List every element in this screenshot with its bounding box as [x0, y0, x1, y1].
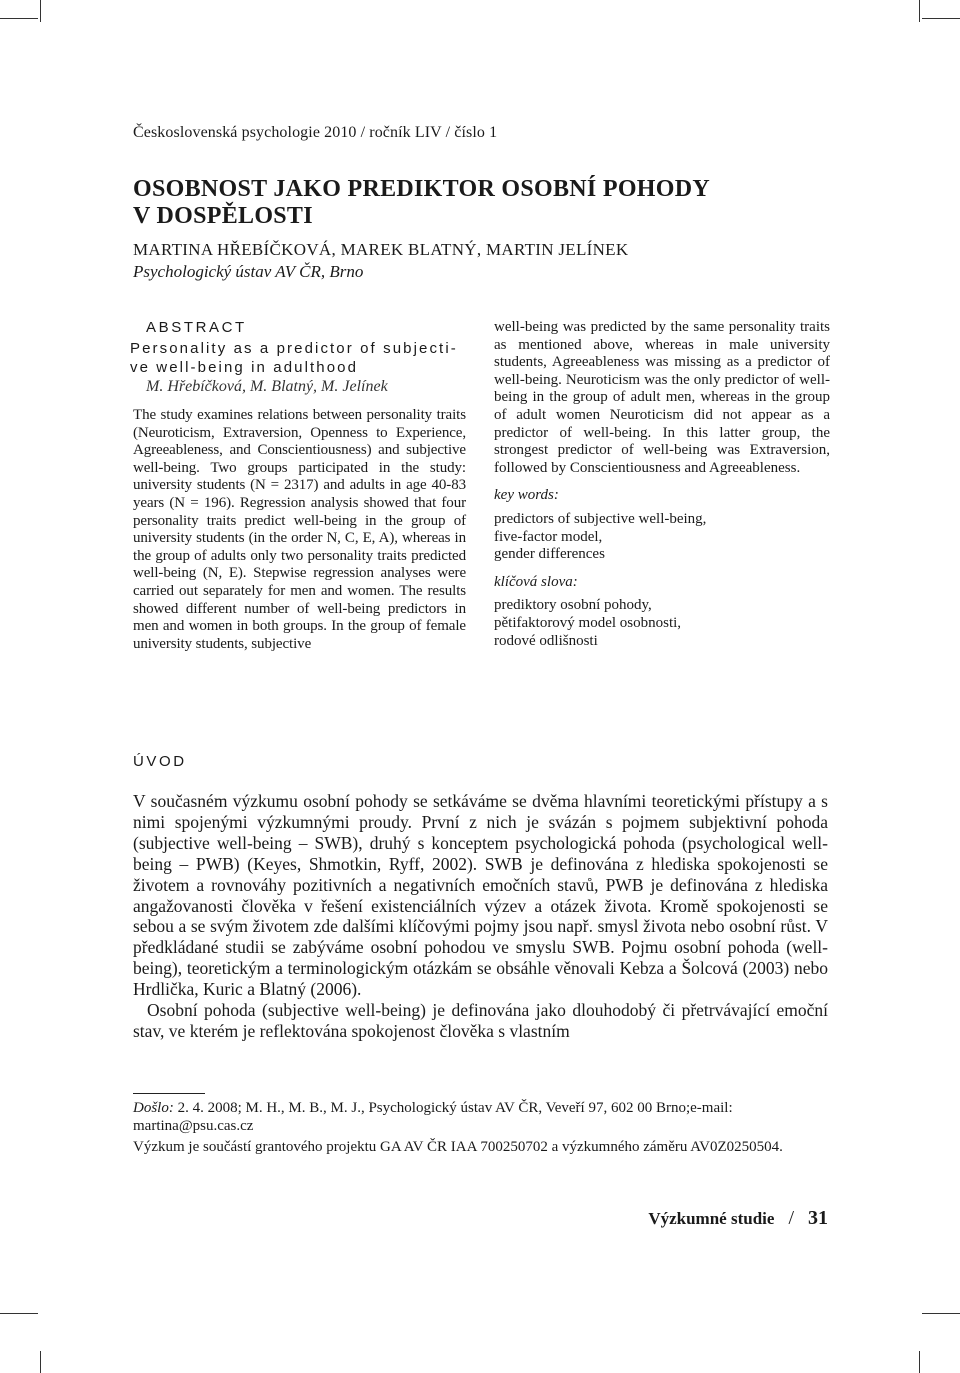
keyword: five-factor model, [494, 528, 603, 545]
keywords-cz-label: klíčová slova: [494, 573, 578, 590]
title-line: OSOBNOST JAKO PREDIKTOR OSOBNÍ POHODY [133, 176, 710, 202]
intro-body [133, 791, 828, 1042]
received-label: Došlo: [133, 1100, 174, 1116]
crop-mark [40, 0, 41, 22]
keyword: predictors of subjective well-being, [494, 510, 707, 527]
crop-mark [0, 1313, 38, 1314]
abstract-title-line: Personality as a predictor of subjecti- [130, 340, 458, 357]
page-number: 31 [808, 1207, 828, 1229]
abstract-heading: ABSTRACT [146, 319, 247, 336]
body-paragraph: V současném výzkumu osobní pohody se setkáváme se dvěma hlavními teoretickými přístupy a s nimi spojenými výzkumnými proudy. První z nich je svázán s pojmem subjektivní pohoda (subjective well-being – SWB), druhý s konceptem psychologická pohoda (psychological well-being – PWB) (Keyes, Shmotkin, Ryff, 2002). SWB je definována z hlediska spokojenosti se životem a rovnováhy pozitivních a negativních emočních stavů, PWB je definována z hlediska angažovanosti člověka v řešení existenciálních výzev a otázek života. Kromě spokojenosti se sebou a se svým životem zde dalšími klíčovými pojmy jsou např. smysl života nebo osobní růst. V předkládané studii se zabýváme osobní pohodou ve smyslu SWB. Pojmu osobní pohoda (well-being), teoretickým a terminologickým otázkám se obsáhle věnovali Kebza a Šolcová (2003) nebo Hrdlička, Kuric a Blatný (2006). [133, 791, 828, 1000]
footnotes [133, 1100, 828, 1161]
section-heading-intro: ÚVOD [133, 753, 187, 770]
abstract-authors: M. Hřebíčková, M. Blatný, M. Jelínek [146, 378, 388, 395]
abstract-text-left [133, 407, 466, 653]
abstract-title-line: ve well-being in adulthood [130, 359, 359, 376]
keyword-cz: rodové odlišnosti [494, 632, 598, 649]
keyword-cz: pětifaktorový model osobnosti, [494, 614, 682, 631]
footnote-rule [133, 1093, 205, 1094]
body-paragraph: Osobní pohoda (subjective well-being) je definována jako dlouhodobý či přetrvávající emoční stav, ve kterém je reflektována spokojenost člověka s vlastním [133, 1000, 828, 1041]
footnote-received [133, 1100, 828, 1135]
page-footer [648, 1207, 828, 1230]
crop-mark [919, 0, 920, 22]
abstract-paragraph: well-being was predicted by the same personality traits as mentioned above, whereas in male university students, Agreeableness was missing as a predictor of well-being. Neuroticism was the only predictor of well-being in the group of adult men, whereas in the group of adult women Neuroticism did not appear as a predictor of well-being. In this latter group, the strongest predictor of well-being was Extraversion, followed by Conscientiousness and Agreeableness. [494, 319, 830, 476]
crop-mark [922, 1313, 960, 1314]
abstract-title [130, 339, 470, 377]
journal-header: Československá psychologie 2010 / ročník LIV / číslo 1 [133, 124, 498, 141]
crop-mark [0, 18, 38, 19]
abstract-text-right [494, 319, 830, 650]
article-title [133, 176, 710, 230]
crop-mark [40, 1351, 41, 1373]
title-line: V DOSPĚLOSTI [133, 203, 313, 229]
keywords-label: key words: [494, 487, 559, 504]
footer-separator: / [788, 1207, 794, 1229]
keywords-cz-list [494, 597, 830, 650]
keyword-cz: prediktory osobní pohody, [494, 597, 652, 614]
affiliation: Psychologický ústav AV ČR, Brno [133, 262, 364, 281]
footnote-grant: Výzkum je součástí grantového projektu GA AV ČR IAA 700250702 a výzkumného záměru AV0Z0250504. [133, 1139, 783, 1156]
crop-mark [919, 1351, 920, 1373]
crop-mark [922, 18, 960, 19]
keywords-list [494, 511, 830, 564]
article-authors: MARTINA HŘEBÍČKOVÁ, MAREK BLATNÝ, MARTIN JELÍNEK [133, 240, 629, 259]
abstract-paragraph: The study examines relations between personality traits (Neuroticism, Extraversion, Openness to Experience, Agreeableness, and Conscientiousness) and subjective well-being. Two groups participated in the study: university students (N = 2317) and adults in age 40-83 years (N = 196). Regression analysis showed that four personality traits predict well-being in the group of university students (in the order N, C, E, A), whereas in the group of adults only two personality traits predicted well-being (N, E). Stepwise regression analyses were carried out separately for men and women. The results showed different number of well-being predictors in men and women in both groups. In the group of female university students, subjective [133, 407, 466, 652]
keyword: gender differences [494, 546, 605, 563]
footer-section-name: Výzkumné studie [648, 1209, 775, 1228]
received-text: 2. 4. 2008; M. H., M. B., M. J., Psychologický ústav AV ČR, Veveří 97, 602 00 Brno;e-mail: martina@psu.cas.cz [133, 1100, 733, 1134]
